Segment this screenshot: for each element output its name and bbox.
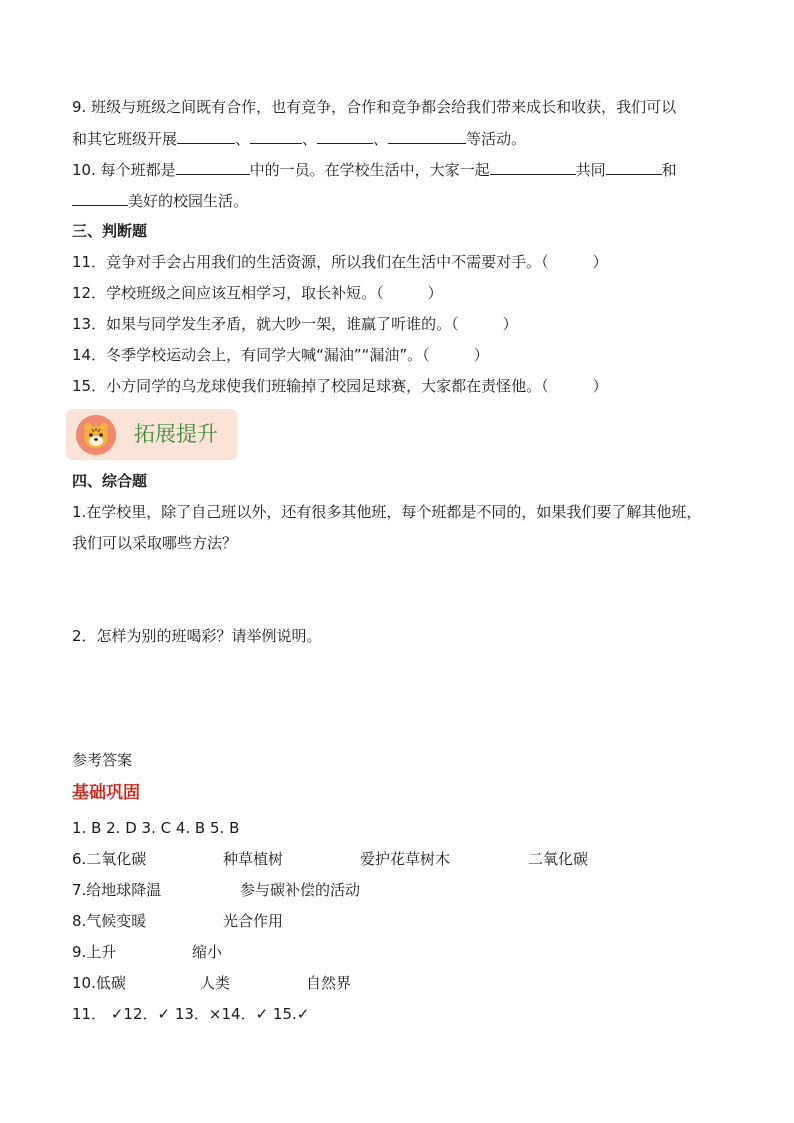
question-9-lead: 和其它班级开展 <box>72 130 178 148</box>
paren-close: ） <box>473 346 489 364</box>
answer-row-1-5: 1. B 2. D 3. C 4. B 5. B <box>72 819 240 837</box>
paren-close: ） <box>592 377 608 395</box>
paren-close: ） <box>592 253 608 271</box>
comprehensive-question-1-line-1: 1.在学校里，除了自己班以外，还有很多其他班，每个班都是不同的，如果我们要了解其他班， <box>72 503 702 521</box>
judgment-text: 13．如果与同学发生矛盾，就大吵一架，谁赢了听谁的。（ <box>72 315 459 333</box>
separator: 、 <box>235 130 251 148</box>
tiger-icon <box>76 415 116 455</box>
judgment-item <box>72 252 608 272</box>
question-10-lead: 10. 每个班都是 <box>72 161 176 179</box>
question-10-mid: 中的一员。在学校生活中，大家一起 <box>249 161 490 179</box>
answer-cell: 7.给地球降温 <box>72 881 162 899</box>
question-10-line-1 <box>72 159 677 180</box>
answer-cell: 8.气候变暖 <box>72 912 147 930</box>
paren-close: ） <box>427 284 443 302</box>
paren-close: ） <box>502 315 518 333</box>
judgment-item <box>72 283 443 303</box>
question-9-tail: 等活动。 <box>466 130 527 148</box>
judgment-text: 14．冬季学校运动会上，有同学大喊“漏油”“漏油”。（ <box>72 346 430 364</box>
question-10-mid2: 共同 <box>575 161 606 179</box>
section-banner <box>66 409 237 460</box>
judgment-item <box>72 376 608 396</box>
answer-cell: 种草植树 <box>223 850 284 868</box>
judgment-item <box>72 345 489 365</box>
question-10-and: 和 <box>661 161 677 179</box>
comprehensive-question-1-line-2: 我们可以采取哪些方法？ <box>72 534 238 552</box>
answer-cell: 二氧化碳 <box>528 850 589 868</box>
question-9-line-1 <box>72 97 676 117</box>
answer-cell: 参与碳补偿的活动 <box>240 881 361 899</box>
section-heading-comprehensive: 四、综合题 <box>72 472 148 490</box>
judgment-text: 11．竞争对手会占用我们的生活资源，所以我们在生活中不需要对手。（ <box>72 253 549 271</box>
answer-cell: 缩小 <box>192 943 223 961</box>
comprehensive-question-2: 2．怎样为别的班喝彩？请举例说明。 <box>72 627 322 645</box>
answer-blank[interactable] <box>72 190 128 206</box>
judgment-text: 15．小方同学的乌龙球使我们班输掉了校园足球赛，大家都在责怪他。（ <box>72 377 549 395</box>
answer-blank[interactable] <box>250 128 302 144</box>
answer-cell: 6.二氧化碳 <box>72 850 147 868</box>
question-9-text: 9. 班级与班级之间既有合作，也有竞争，合作和竞争都会给我们带来成长和收获，我们可以 <box>72 98 677 116</box>
answer-cell: 自然界 <box>306 974 352 992</box>
answer-blank[interactable] <box>176 159 250 175</box>
question-10-tail: 美好的校园生活。 <box>128 192 249 210</box>
answers-subheading: 基础巩固 <box>72 783 140 803</box>
question-10-line-2 <box>72 190 248 211</box>
section-heading-judgment: 三、判断题 <box>72 222 148 240</box>
separator: 、 <box>373 130 389 148</box>
answer-cell: 爱护花草树木 <box>360 850 451 868</box>
answer-cell: 10.低碳 <box>72 974 126 992</box>
judgment-text: 12．学校班级之间应该互相学习，取长补短。（ <box>72 284 384 302</box>
question-9-line-2 <box>72 128 526 149</box>
banner-label: 拓展提升 <box>134 422 218 446</box>
answer-blank[interactable] <box>490 159 576 175</box>
answer-row-11-15: 11． ✓12．✓ 13．×14．✓ 15.✓ <box>72 1005 310 1023</box>
answers-heading: 参考答案 <box>72 751 133 769</box>
answer-blank[interactable] <box>606 159 662 175</box>
separator: 、 <box>302 130 318 148</box>
answer-blank[interactable] <box>388 128 466 144</box>
answer-blank[interactable] <box>317 128 373 144</box>
answer-cell: 9.上升 <box>72 943 117 961</box>
judgment-item <box>72 314 518 334</box>
answer-blank[interactable] <box>177 128 235 144</box>
answer-cell: 光合作用 <box>223 912 284 930</box>
answer-cell: 人类 <box>200 974 231 992</box>
